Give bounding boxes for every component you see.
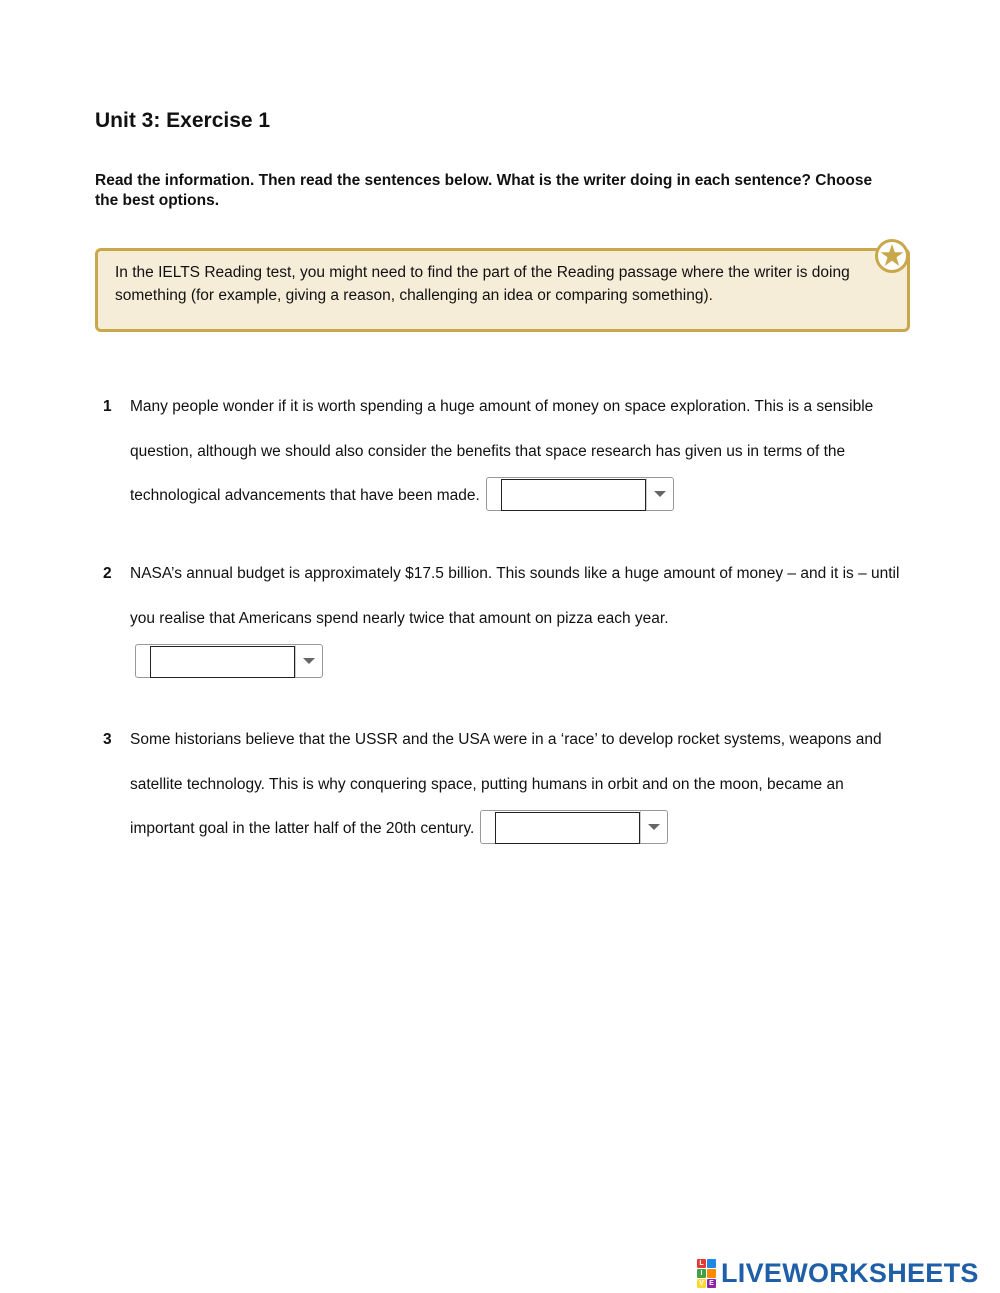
page-title: Unit 3: Exercise 1 [95,109,271,132]
answer-field[interactable] [501,479,646,511]
chevron-down-icon[interactable] [648,824,660,830]
question-number: 3 [103,731,112,748]
logo-mark-block [707,1269,716,1278]
question-text-container [130,718,902,852]
divider [295,645,296,677]
chevron-down-icon[interactable] [654,491,666,497]
logo-text: LIVEWORKSHEETS [721,1257,979,1288]
question-text: NASA’s annual budget is approximately $17.5 billion. This sounds like a huge amount of money – and it is – until you realise that Americans spend nearly twice that amount on pizza each year. [130,565,900,627]
liveworksheets-logo [697,1258,979,1288]
divider [646,478,647,510]
logo-mark-letter: L [697,1259,706,1268]
question-text: Some historians believe that the USSR and the USA were in a ‘race’ to develop rocket systems, weapons and satellite technology. This is why conquering space, putting humans in orbit and on the moon, became an important goal in the latter half of the 20th century. [130,731,882,837]
question-text-container [130,552,902,686]
logo-mark-block [707,1259,716,1268]
question-text-container [130,385,902,519]
divider [640,811,641,843]
answer-dropdown-3[interactable] [480,810,668,844]
answer-dropdown-2[interactable] [135,644,323,678]
question-number: 1 [103,398,112,415]
question-text: Many people wonder if it is worth spending a huge amount of money on space exploration. This is a sensible question, although we should also consider the benefits that space research has given us in terms of the technological advancements that have been made. [130,398,874,504]
logo-mark-icon [697,1259,716,1288]
answer-field[interactable] [495,812,640,844]
info-box [95,248,910,332]
instructions: Read the information. Then read the sentences below. What is the writer doing in each sentence? Choose the best options. [95,172,873,209]
info-text: In the IELTS Reading test, you might need to find the part of the Reading passage where the writer is doing something (for example, giving a reason, challenging an idea or comparing something). [115,264,850,304]
answer-field[interactable] [150,646,295,678]
answer-dropdown-1[interactable] [486,477,674,511]
logo-mark-letter: E [707,1279,716,1288]
star-icon [873,237,911,275]
chevron-down-icon[interactable] [303,658,315,664]
question-number: 2 [103,565,112,582]
logo-mark-letter: V [697,1279,706,1288]
logo-mark-letter: I [697,1269,706,1278]
